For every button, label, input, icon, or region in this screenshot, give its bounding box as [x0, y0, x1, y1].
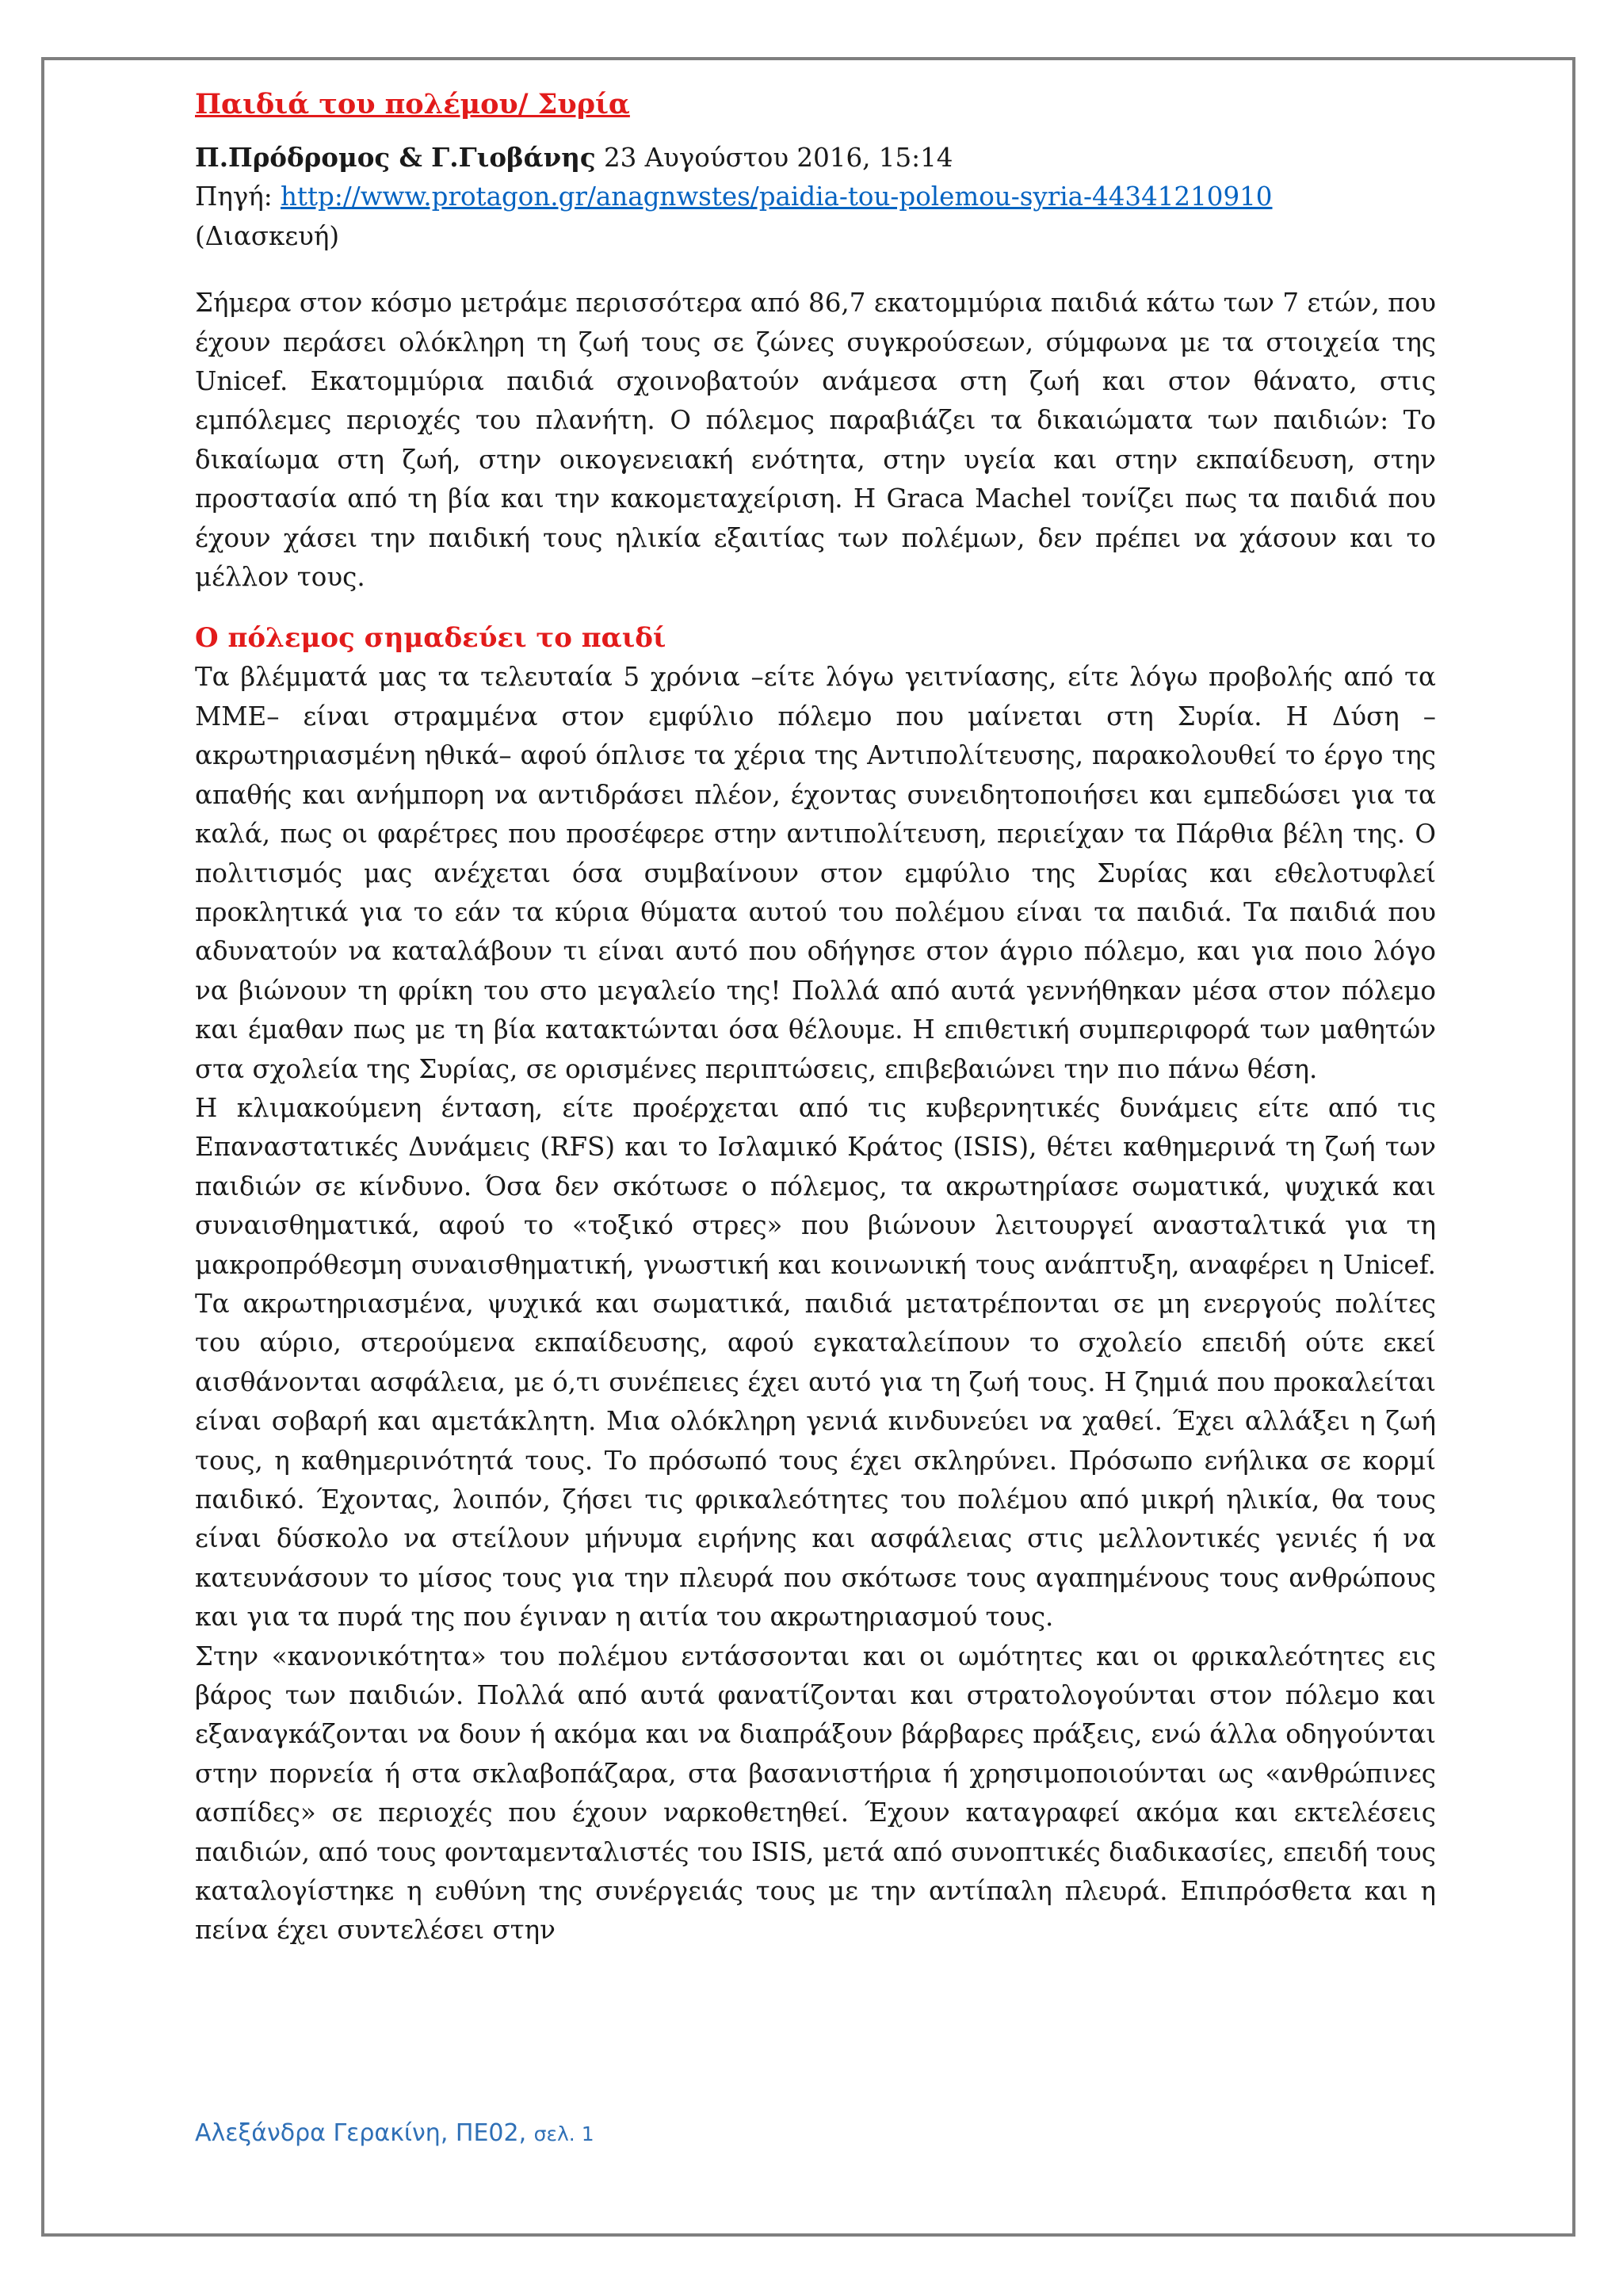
- section-heading: Ο πόλεμος σημαδεύει το παιδί: [195, 622, 666, 655]
- body-paragraph: Τα βλέμματά μας τα τελευταία 5 χρόνια –είτε λόγω γειτνίασης, είτε λόγω προβολής από τα ΜΜΕ– είναι στραμμένα στον εμφύλιο πόλεμο που μαίνεται στη Συρία. Η Δύση –ακρωτηριασμένη ηθικά– αφού όπλισε τα χέρια της Αντιπολίτευσης, παρακολουθεί το έργο της απαθής και ανήμπορη να αντιδράσει πλέον, έχοντας συνειδητοποιήσει και εμπεδώσει για τα καλά, πως οι φαρέτρες που προσέφερε στην αντιπολίτευση, περιείχαν τα Πάρθια βέλη της. Ο πολιτισμός μας ανέχεται όσα συμβαίνουν στον εμφύλιο της Συρίας και εθελοτυφλεί προκλητικά για το εάν τα κύρια θύματα αυτού του πολέμου είναι τα παιδιά. Τα παιδιά που αδυνατούν να καταλάβουν τι είναι αυτό που οδήγησε στον άγριο πόλεμο, και για ποιο λόγο να βιώνουν τη φρίκη του στο μεγαλείο της! Πολλά από αυτά γεννήθηκαν μέσα στον πόλεμο και έμαθαν πως με τη βία κατακτώνται όσα θέλουμε. Η επιθετική συμπεριφορά των μαθητών στα σχολεία της Συρίας, σε ορισμένες περιπτώσεις, επιβεβαιώνει την πιο πάνω θέση.: [195, 662, 1436, 1084]
- page-footer: [195, 2119, 594, 2147]
- source-label: Πηγή:: [195, 181, 281, 212]
- publish-date: 23 Αυγούστου 2016, 15:14: [595, 143, 953, 173]
- article-title: Παιδιά του πολέμου/ Συρία: [195, 88, 630, 120]
- byline: [195, 138, 1436, 178]
- footer-author: Αλεξάνδρα Γερακίνη, ΠΕ02,: [195, 2119, 534, 2147]
- source-line: [195, 178, 1436, 216]
- adaptation-note: (Διασκευή): [195, 220, 340, 251]
- source-link[interactable]: http://www.protagon.gr/anagnwstes/paidia-tou-polemou-syria-44341210910: [281, 181, 1273, 212]
- article-body: [195, 84, 1436, 1950]
- authors: Π.Πρόδρομος & Γ.Γιοβάνης: [195, 142, 596, 173]
- intro-paragraph: Σήμερα στον κόσμο μετράμε περισσότερα από 86,7 εκατομμύρια παιδιά κάτω των 7 ετών, που έχουν περάσει ολόκληρη τη ζωή τους σε ζώνες συγκρούσεων, σύμφωνα με τα στοιχεία της Unicef. Εκατομμύρια παιδιά σχοινοβατούν ανάμεσα στη ζωή και στον θάνατο, στις εμπόλεμες περιοχές του πλανήτη. Ο πόλεμος παραβιάζει τα δικαιώματα των παιδιών: Το δικαίωμα στη ζωή, στην οικογενειακή ενότητα, στην υγεία και στην εκπαίδευση, στην προστασία από τη βία και την κακομεταχείριση. Η Graca Machel τονίζει πως τα παιδιά που έχουν χάσει την παιδική τους ηλικία εξαιτίας των πολέμων, δεν πρέπει να χάσουν και το μέλλον τους.: [195, 288, 1436, 593]
- body-paragraph: Η κλιμακούμενη ένταση, είτε προέρχεται από τις κυβερνητικές δυνάμεις είτε από τις Επαναστατικές Δυνάμεις (RFS) και το Ισλαμικό Κράτος (ISIS), θέτει καθημερινά τη ζωή των παιδιών σε κίνδυνο. Όσα δεν σκότωσε ο πόλεμος, τα ακρωτηρίασε σωματικά, ψυχικά και συναισθηματικά, αφού το «τοξικό στρες» που βιώνουν λειτουργεί ανασταλτικά για τη μακροπρόθεσμη συναισθηματική, γνωστική και κοινωνική τους ανάπτυξη, αναφέρει η Unicef. Τα ακρωτηριασμένα, ψυχικά και σωματικά, παιδιά μετατρέπονται σε μη ενεργούς πολίτες του αύριο, στερούμενα εκπαίδευσης, αφού εγκαταλείπουν το σχολείο επειδή ούτε εκεί αισθάνονται ασφάλεια, με ό,τι συνέπειες έχει αυτό για τη ζωή τους. Η ζημιά που προκαλείται είναι σοβαρή και αμετάκλητη. Μια ολόκληρη γενιά κινδυνεύει να χαθεί. Έχει αλλάξει η ζωή τους, η καθημερινότητά τους. Το πρόσωπό τους έχει σκληρύνει. Πρόσωπο ενήλικα σε κορμί παιδικό. Έχοντας, λοιπόν, ζήσει τις φρικαλεότητες του πολέμου από μικρή ηλικία, θα τους είναι δύσκολο να στείλουν μήνυμα ειρήνης και ασφάλειας στις μελλοντικές γενιές ή να κατευνάσουν το μίσος τους για την πλευρά που σκότωσε τους αγαπημένους τους ανθρώπους και για τα πυρά της που έγιναν η αιτία του ακρωτηριασμού τους.: [195, 1092, 1436, 1633]
- body-paragraph: Στην «κανονικότητα» του πολέμου εντάσσονται και οι ωμότητες και οι φρικαλεότητες εις βάρος των παιδιών. Πολλά από αυτά φανατίζονται και στρατολογούνται στον πόλεμο και εξαναγκάζονται να δουν ή ακόμα και να διαπράξουν βάρβαρες πράξεις, ενώ άλλα οδηγούνται στην πορνεία ή στα σκλαβοπάζαρα, στα βασανιστήρια ή χρησιμοποιούνται ως «ανθρώπινες ασπίδες» σε περιοχές που έχουν ναρκοθετηθεί. Έχουν καταγραφεί ακόμα και εκτελέσεις παιδιών, από τους φονταμενταλιστές του ISIS, μετά από συνοπτικές διαδικασίες, επειδή τους καταλογίστηκε η ευθύνη της συνέργειάς τους με την αντίπαλη πλευρά. Επιπρόσθετα και η πείνα έχει συντελέσει στην: [195, 1641, 1436, 1946]
- page-number: σελ. 1: [533, 2122, 594, 2145]
